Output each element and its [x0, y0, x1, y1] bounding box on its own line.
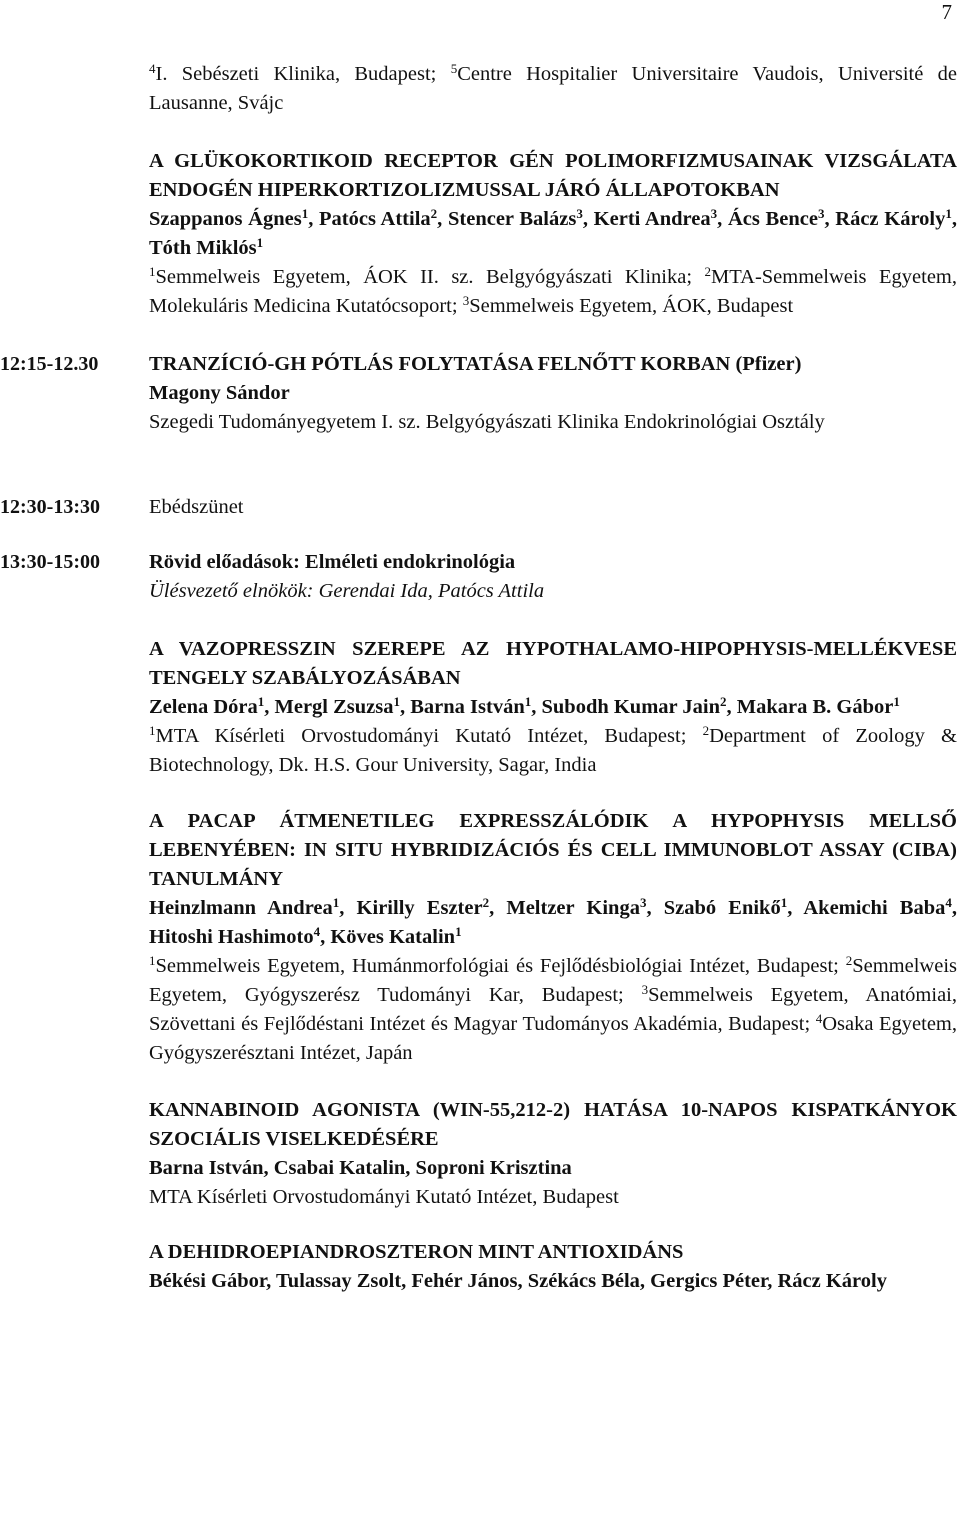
- abstract-authors: Békési Gábor, Tulassay Zsolt, Fehér János, Székács Béla, Gergics Péter, Rácz Károly: [149, 1270, 887, 1292]
- abstract-affiliations: $^1$MTA Kísérleti Orvostudományi Kutató Intézet, Budapest; $^2$Department of Zoology & Biotechnology, Dk. H.S. Gour University, Sagar, India: [149, 723, 957, 776]
- page-number: 7: [941, 0, 952, 24]
- abstract-title: A DEHIDROEPIANDROSZTERON MINT ANTIOXIDÁNS: [149, 1241, 684, 1263]
- abstract-authors: Szappanos Ágnes$^1$, Patócs Attila$^2$, Stencer Balázs$^3$, Kerti Andrea$^3$, Ács Bence$^3$, Rácz Károly$^1$, Tóth Miklós$^1$: [149, 206, 957, 259]
- abstract-affiliations: $^1$Semmelweis Egyetem, Humánmorfológiai és Fejlődésbiológiai Intézet, Budapest; $^2$Semmelweis Egyetem, Gyógyszerész Tudományi Kar, Budapest; $^3$Semmelweis Egyetem, Anatómiai, Szövettani és Fejlődéstani Intézet és Magyar Tudományos Akadémia, Budapest; $^4$Osaka Egyetem, Gyógyszerésztani Intézet, Japán: [149, 953, 958, 1064]
- session-title: Ebédszünet: [149, 496, 244, 518]
- abstract-title: KANNABINOID AGONISTA (WIN-55,212-2) HATÁSA 10-NAPOS KISPATKÁNYOK SZOCIÁLIS VISELKEDÉSÉRE: [149, 1099, 957, 1150]
- session-lunch: [0, 493, 960, 522]
- abstract-title: A VAZOPRESSZIN SZEREPE AZ HYPOTHALAMO-HIPOPHYSIS-MELLÉKVESE TENGELY SZABÁLYOZÁSÁBAN: [149, 638, 957, 689]
- program-page: [0, 60, 960, 1296]
- session-title: Rövid előadások: Elméleti endokrinológia: [149, 551, 516, 573]
- abstract-pacap: [0, 807, 960, 1068]
- session-time: 12:30-13:30: [0, 496, 100, 518]
- session-chairs: Ülésvezető elnökök: Gerendai Ida, Patócs Attila: [149, 580, 545, 602]
- abstract-authors: Heinzlmann Andrea$^1$, Kirilly Eszter$^2$, Meltzer Kinga$^3$, Szabó Enikő$^1$, Akemichi Baba$^4$, Hitoshi Hashimoto$^4$, Köves Katalin$^1$: [149, 895, 957, 948]
- abstract-dhea: [0, 1238, 960, 1296]
- carryover-affiliation: $^4$I. Sebészeti Klinika, Budapest; $^5$Centre Hospitalier Universitaire Vaudois, Université de Lausanne, Svájc: [149, 61, 957, 114]
- session-time: 13:30-15:00: [0, 551, 100, 573]
- abstract-title: A GLÜKOKORTIKOID RECEPTOR GÉN POLIMORFIZMUSAINAK VIZSGÁLATA ENDOGÉN HIPERKORTIZOLIZMUSSAL JÁRÓ ÁLLAPOTOKBAN: [149, 150, 957, 201]
- abstract-kannabinoid: [0, 1096, 960, 1212]
- abstract-vazopresszin: [0, 635, 960, 780]
- session-short-lectures: [0, 548, 960, 606]
- session-speaker: Magony Sándor: [149, 382, 290, 404]
- session-affiliation: Szegedi Tudományegyetem I. sz. Belgyógyászati Klinika Endokrinológiai Osztály: [149, 411, 825, 433]
- abstract-affiliations: MTA Kísérleti Orvostudományi Kutató Intézet, Budapest: [149, 1186, 619, 1208]
- session-title: TRANZÍCIÓ-GH PÓTLÁS FOLYTATÁSA FELNŐTT KORBAN (Pfizer): [149, 353, 802, 375]
- abstract-authors: Zelena Dóra$^1$, Mergl Zsuzsa$^1$, Barna István$^1$, Subodh Kumar Jain$^2$, Makara B. Gábor$^1$: [149, 694, 900, 718]
- session-transition-gh: [0, 350, 960, 437]
- abstract-authors: Barna István, Csabai Katalin, Soproni Krisztina: [149, 1157, 572, 1179]
- abstract-affiliations: $^1$Semmelweis Egyetem, ÁOK II. sz. Belgyógyászati Klinika; $^2$MTA-Semmelweis Egyetem, Molekuláris Medicina Kutatócsoport; $^3$Semmelweis Egyetem, ÁOK, Budapest: [149, 264, 957, 317]
- abstract-title: A PACAP ÁTMENETILEG EXPRESSZÁLÓDIK A HYPOPHYSIS MELLSŐ LEBENYÉBEN: IN SITU HYBRIDIZÁCIÓS ÉS CELL IMMUNOBLOT ASSAY (CIBA) TANULMÁNY: [149, 810, 957, 890]
- session-time: 12:15-12.30: [0, 353, 99, 375]
- abstract-glukokortikoid: [0, 147, 960, 321]
